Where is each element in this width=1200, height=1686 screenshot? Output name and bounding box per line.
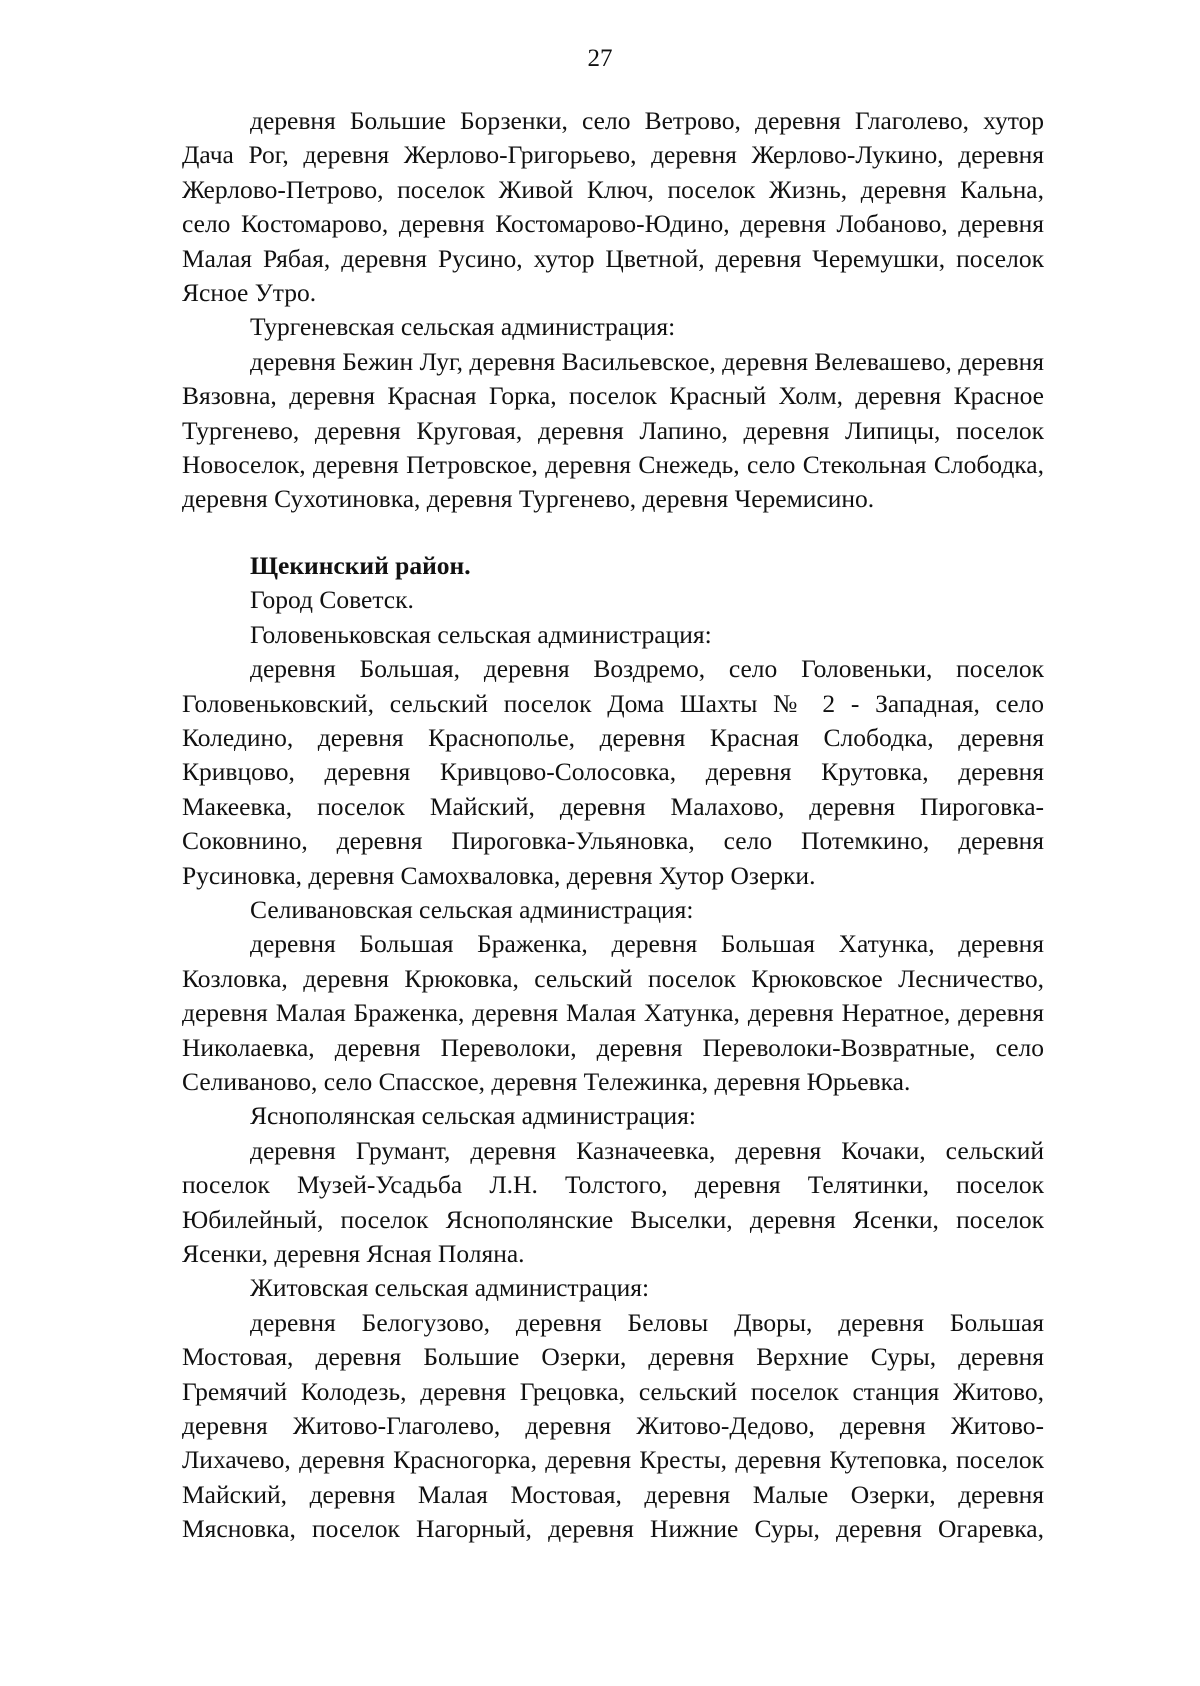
paragraph-golovenkovskaya-administration: Головеньковская сельская администрация: [250,619,712,649]
paragraph-settlements-list-1: деревня Большие Борзенки, село Ветрово, деревня Глаголево, хутор Дача Рог, деревня Жерлово-Григорьево, деревня Жерлово-Лукино, деревня Жерлово-Петрово, поселок Живой Ключ, поселок Жизнь, деревня Кальна, село Костомарово, деревня Костомарово-Юдино, деревня Лобаново, деревня Малая Рябая, деревня Русино, хутор Цветной, деревня Черемушки, поселок Ясное Утро. [182,106,1044,308]
section-heading-shchekinsky-district: Щекинский район. [250,550,471,580]
paragraph-yasnopolyanskaya-settlements: деревня Грумант, деревня Казначеевка, деревня Кочаки, сельский поселок Музей-Усадьба Л.Н. Толстого, деревня Телятинки, поселок Юбилейный, поселок Яснополянские Выселки, деревня Ясенки, поселок Ясенки, деревня Ясная Поляна. [182,1135,1044,1268]
paragraph-selivanovskaya-administration: Селивановская сельская администрация: [250,894,694,924]
page-number: 27 [587,45,613,72]
section-gap [182,517,1044,549]
paragraph-zhitovskaya-settlements: деревня Белогузово, деревня Беловы Дворы, деревня Большая Мостовая, деревня Большие Озерки, деревня Верхние Суры, деревня Гремячий Колодезь, деревня Грецовка, сельский поселок станция Житово, деревня Житово-Глаголево, деревня Житово-Дедово, деревня Житово-Лихачево, деревня Красногорка, деревня Кресты, деревня Кутеповка, поселок Майский, деревня Малая Мостовая, деревня Малые Озерки, деревня Мясновка, поселок Нагорный, деревня Нижние Суры, деревня Огаревка, [182,1307,1044,1544]
document-body [182,104,1044,1547]
paragraph-city-sovetsk: Город Советск. [250,585,414,615]
paragraph-turgenevskaya-settlements: деревня Бежин Луг, деревня Васильевское, деревня Велевашево, деревня Вязовна, деревня Красная Горка, поселок Красный Холм, деревня Красное Тургенево, деревня Круговая, деревня Лапино, деревня Липицы, поселок Новоселок, деревня Петровское, деревня Снежедь, село Стекольная Слободка, деревня Сухотиновка, деревня Тургенево, деревня Черемисино. [182,346,1044,514]
paragraph-turgenevskaya-administration: Тургеневская сельская администрация: [250,312,676,342]
paragraph-yasnopolyanskaya-administration: Яснополянская сельская администрация: [250,1101,696,1131]
paragraph-golovenkovskaya-settlements: деревня Большая, деревня Воздремо, село Головеньки, поселок Головеньковский, сельский поселок Дома Шахты № 2 - Западная, село Коледино, деревня Краснополье, деревня Красная Слободка, деревня Кривцово, деревня Кривцово-Солосовка, деревня Крутовка, деревня Макеевка, поселок Майский, деревня Малахово, деревня Пироговка-Соковнино, деревня Пироговка-Ульяновка, село Потемкино, деревня Русиновка, деревня Самохваловка, деревня Хутор Озерки. [182,654,1044,890]
paragraph-selivanovskaya-settlements: деревня Большая Браженка, деревня Большая Хатунка, деревня Козловка, деревня Крюковка, сельский поселок Крюковское Лесничество, деревня Малая Браженка, деревня Малая Хатунка, деревня Нератное, деревня Николаевка, деревня Переволоки, деревня Переволоки-Возвратные, село Селиваново, село Спасское, деревня Тележинка, деревня Юрьевка. [182,929,1044,1096]
paragraph-zhitovskaya-administration: Житовская сельская администрация: [250,1273,650,1303]
